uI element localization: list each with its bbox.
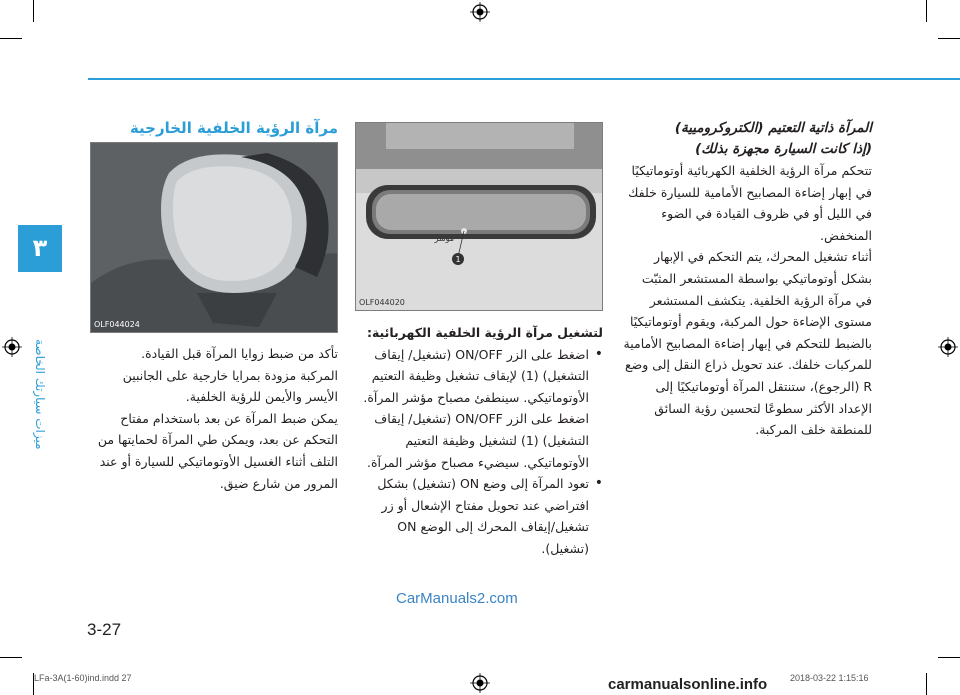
crop-mark [33, 0, 34, 22]
registration-mark-icon [470, 2, 490, 22]
figure-code: OLF044024 [94, 320, 140, 329]
rearview-mirror-figure [355, 122, 603, 311]
section-heading: المرآة ذاتية التعتيم (الكتروكروميية) [674, 120, 872, 136]
bullet-list [355, 344, 603, 560]
page-number: 3-27 [87, 620, 122, 639]
right-column [622, 118, 872, 441]
crop-mark [926, 0, 927, 22]
paragraph: يمكن ضبط المرآة عن بعد باستخدام مفتاح التحكم عن بعد، ويمكن طي المرآة لحمايتها من التلف أثناء الغسيل الأوتوماتيكي للسيارة أو عند المرور من شارع ضيق. [97, 410, 338, 491]
footer-file-info: LFa-3A(1-60)ind.indd 27 [34, 673, 132, 683]
registration-mark-icon [938, 337, 958, 357]
left-column [90, 118, 338, 140]
registration-mark-icon [470, 673, 490, 693]
footer-timestamp: 2018-03-22 1:15:16 [790, 673, 869, 683]
registration-mark-icon [2, 337, 22, 357]
section-heading: لتشغيل مرآة الرؤية الخلفية الكهربائية: [366, 325, 603, 340]
figure-code: OLF044020 [359, 298, 405, 307]
section-subheading: (إذا كانت السيارة مجهزة بذلك) [695, 141, 872, 157]
list-item: • اضغط على الزر ON/OFF (تشغيل/ إيقاف التشغيل) (1) لإيقاف تشغيل وظيفة التعتيم الأوتوماتيكي. سينطفئ مصباح مؤشر المرآة. اضغط على الزر ON/OFF (تشغيل/ إيقاف التشغيل) (1) لتشغيل وظيفة التعتيم الأوتوماتيكي. سيضيء مصباح مؤشر المرآة. [355, 344, 603, 474]
paragraph: المركبة مزودة بمرايا خارجية على الجانبين الأيسر والأيمن للرؤية الخلفية. [122, 367, 338, 405]
crop-mark [938, 38, 960, 39]
callout-number: 1 [455, 255, 461, 264]
paragraph: تأكد من ضبط زوايا المرآة قبل القيادة. [141, 346, 338, 361]
middle-column-text [355, 322, 603, 560]
side-mirror-figure [90, 142, 338, 333]
crop-mark [938, 657, 960, 658]
rearview-mirror-illustration [356, 123, 603, 311]
crop-mark [0, 657, 22, 658]
left-column-text [90, 343, 338, 494]
watermark-bottom: carmanualsonline.info [608, 676, 768, 693]
chapter-label: ميزات سيارتك الخاصة [33, 339, 47, 450]
watermark: CarManuals2.com [396, 590, 518, 607]
header-rule [88, 78, 960, 80]
chapter-tab: ٣ [18, 225, 62, 272]
callout-label: مؤشر [434, 234, 454, 243]
paragraph: تتحكم مرآة الرؤية الخلفية الكهربائية أوتوماتيكيًا في إبهار إضاءة المصابيح الأمامية للسيارة خلفك في الليل أو في ظروف القيادة في الضوء المنخفض. [628, 163, 872, 243]
crop-mark [0, 38, 22, 39]
paragraph: أثناء تشغيل المحرك، يتم التحكم في الإبهار بشكل أوتوماتيكي بواسطة المستشعر المثبّت في مرآة الرؤية الخلفية. يتكشف المستشعر مستوى الإضاءة حول المركبة، ويقوم أوتوماتيكيًا بالضبط للتحكم في إبهار إضاءة المصابيح الأمامية للمركبات خلفك. عند تحويل ذراع النقل إلى وضع R (الرجوع)، ستنتقل المرآة أوتوماتيكيًا إلى الإعداد الأكثر سطوعًا لتحسين رؤية السائق للمنطقة خلف المركبة. [623, 249, 872, 438]
section-title: مرآة الرؤية الخلفية الخارجية [129, 119, 338, 137]
side-mirror-illustration [91, 143, 338, 333]
list-item: • تعود المرآة إلى وضع ON (تشغيل) بشكل افتراضي عند تحويل مفتاح الإشعال أو زر تشغيل/إيقاف المحرك إلى الوضع ON (تشغيل). [355, 473, 603, 559]
